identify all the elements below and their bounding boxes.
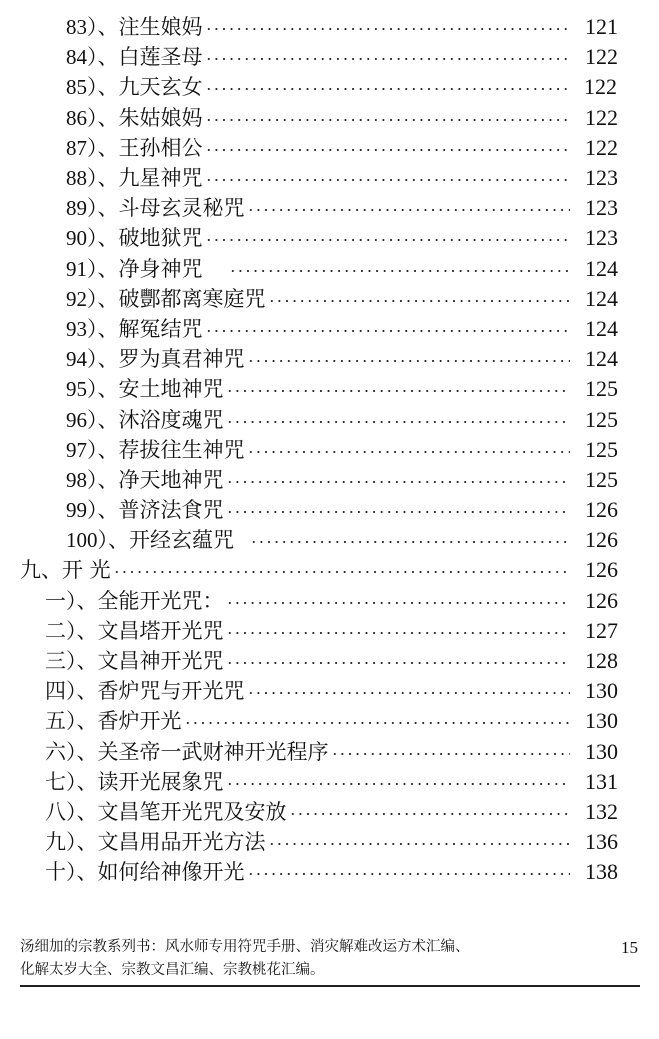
toc-entry-number: 100）、 — [66, 528, 129, 553]
toc-entry-number: 84）、 — [66, 45, 119, 70]
toc-subentry-5 — [0, 706, 659, 736]
toc-entry-page: 136 — [585, 829, 618, 855]
toc-entry-number: 97）、 — [66, 437, 119, 462]
toc-entry-89 — [0, 193, 659, 223]
toc-entry-title: 斗母玄灵秘咒 — [118, 196, 245, 221]
toc-entry-number: 90）、 — [66, 226, 119, 251]
toc-entry-page: 124 — [585, 315, 618, 341]
toc-entry-title: 净身神咒 — [118, 256, 203, 281]
footer-line-1: 汤细加的宗教系列书：风水师专用符咒手册、消灾解难改运方术汇编、 — [20, 939, 470, 955]
toc-entry-number: 二）、 — [45, 618, 98, 643]
toc-entry-page: 121 — [585, 14, 618, 40]
toc-entry-page: 124 — [585, 285, 618, 311]
toc-entry-page: 122 — [585, 134, 618, 160]
toc-entry-page: 126 — [585, 527, 618, 553]
dot-leader — [247, 692, 571, 694]
toc-entry-title: 沐浴度魂咒 — [118, 407, 224, 432]
toc-entry-title: 文昌笔开光咒及安放 — [97, 799, 287, 824]
dot-leader — [226, 421, 571, 423]
toc-entry-page: 138 — [585, 859, 618, 885]
toc-subentry-2 — [0, 616, 659, 646]
toc-entry-98 — [0, 465, 659, 495]
toc-entry-page: 126 — [585, 497, 618, 523]
toc-entry-number: 一）、 — [45, 588, 98, 613]
toc-entry-page: 123 — [585, 225, 618, 251]
toc-entry-page: 123 — [585, 195, 618, 221]
toc-entry-99 — [0, 495, 659, 525]
toc-section-page: 126 — [585, 557, 618, 583]
dot-leader — [184, 722, 571, 724]
toc-entry-title: 荐拔往生神咒 — [118, 437, 245, 462]
footer-page-number: 15 — [621, 938, 638, 957]
toc-entry-title: 香炉咒与开光咒 — [97, 679, 245, 704]
toc-entry-number: 四）、 — [45, 679, 98, 704]
toc-entry-84 — [0, 42, 659, 72]
toc-entry-page: 125 — [585, 466, 618, 492]
toc-entry-number: 七）、 — [45, 769, 98, 794]
toc-entry-title: 普济法食咒 — [118, 498, 224, 523]
toc-entry-page: 126 — [585, 587, 618, 613]
toc-entry-title: 安土地神咒 — [118, 377, 224, 402]
toc-entry-number: 三）、 — [45, 649, 98, 674]
dot-leader — [226, 511, 571, 513]
toc-subentry-3 — [0, 646, 659, 676]
toc-entry-page: 125 — [585, 406, 618, 432]
dot-leader — [205, 330, 571, 332]
toc-entry-page: 131 — [585, 768, 618, 794]
toc-entry-title: 九天玄女 — [118, 75, 203, 100]
toc-entry-title: 王孙相公 — [118, 135, 203, 160]
toc-entry-87 — [0, 133, 659, 163]
toc-entry-90 — [0, 223, 659, 253]
toc-entry-title: 香炉开光 — [97, 709, 182, 734]
toc-entry-title: 关圣帝一武财神开光程序 — [97, 739, 329, 764]
toc-subentry-7 — [0, 767, 659, 797]
toc-entry-number: 91）、 — [66, 256, 119, 281]
toc-entry-number: 六）、 — [45, 739, 98, 764]
toc-subentry-4 — [0, 676, 659, 706]
toc-entry-number: 八）、 — [45, 799, 98, 824]
toc-entry-91 — [0, 254, 659, 284]
toc-entry-title: 文昌塔开光咒 — [97, 618, 224, 643]
dot-leader — [113, 571, 570, 573]
toc-subentry-9 — [0, 827, 659, 857]
toc-entry-page: 122 — [585, 44, 618, 70]
toc-entry-page: 125 — [585, 376, 618, 402]
toc-section-9 — [0, 555, 659, 585]
toc-entry-page: 130 — [585, 678, 618, 704]
toc-entry-number: 83）、 — [66, 15, 119, 40]
table-of-contents — [0, 12, 659, 887]
toc-entry-number: 93）、 — [66, 316, 119, 341]
toc-entry-85 — [0, 72, 659, 102]
toc-entry-title: 九星神咒 — [118, 166, 203, 191]
toc-entry-page: 122 — [585, 104, 618, 130]
dot-leader — [205, 58, 571, 60]
toc-entry-page: 124 — [585, 346, 618, 372]
dot-leader — [247, 451, 571, 453]
dot-leader — [226, 783, 571, 785]
toc-section-number: 九、 — [20, 558, 62, 583]
toc-entry-title: 文昌神开光咒 — [97, 649, 224, 674]
toc-entry-number: 五）、 — [45, 709, 98, 734]
toc-entry-title: 破酆都离寒庭咒 — [118, 286, 266, 311]
dot-leader — [247, 360, 571, 362]
toc-entry-page: 125 — [585, 436, 618, 462]
dot-leader — [205, 179, 571, 181]
toc-entry-number: 87）、 — [66, 135, 119, 160]
toc-entry-page: 130 — [585, 708, 618, 734]
toc-entry-94 — [0, 344, 659, 374]
footer-note — [20, 936, 640, 982]
toc-entry-title: 罗为真君神咒 — [118, 347, 245, 372]
toc-entry-number: 92）、 — [66, 286, 119, 311]
toc-entry-title: 开经玄蕴咒 — [129, 528, 234, 553]
toc-entry-page: 122 — [584, 74, 617, 100]
dot-leader — [268, 843, 571, 845]
toc-entry-title: 如何给神像开光 — [97, 860, 245, 885]
toc-entry-title: 净天地神咒 — [118, 467, 224, 492]
dot-leader — [247, 873, 571, 875]
toc-entry-number: 85）、 — [66, 75, 119, 100]
toc-entry-number: 89）、 — [66, 196, 119, 221]
dot-leader — [268, 300, 571, 302]
toc-entry-title: 注生娘妈 — [118, 15, 203, 40]
toc-entry-97 — [0, 435, 659, 465]
toc-entry-number: 99）、 — [66, 498, 119, 523]
toc-entry-88 — [0, 163, 659, 193]
footer-line-2: 化解太岁大全、宗教文昌汇编、宗教桃花汇编。 — [20, 962, 325, 978]
toc-subentry-6 — [0, 737, 659, 767]
toc-entry-page: 132 — [585, 798, 618, 824]
toc-entry-page: 124 — [585, 255, 618, 281]
toc-entry-93 — [0, 314, 659, 344]
toc-entry-number: 96）、 — [66, 407, 119, 432]
toc-entry-100 — [0, 525, 659, 555]
dot-leader — [250, 541, 570, 543]
toc-entry-title: 文昌用品开光方法 — [97, 830, 266, 855]
dot-leader — [205, 28, 571, 30]
toc-entry-page: 130 — [585, 738, 618, 764]
toc-entry-title: 读开光展象咒 — [97, 769, 224, 794]
dot-leader — [226, 632, 571, 634]
dot-leader — [205, 119, 571, 121]
toc-entry-92 — [0, 284, 659, 314]
toc-entry-number: 88）、 — [66, 166, 119, 191]
toc-entry-page: 128 — [585, 648, 618, 674]
toc-entry-title: 解冤结咒 — [118, 316, 203, 341]
toc-entry-number: 86）、 — [66, 105, 119, 130]
dot-leader — [226, 481, 571, 483]
toc-section-title: 开 光 — [62, 558, 111, 583]
dot-leader — [205, 149, 571, 151]
dot-leader — [226, 602, 571, 604]
dot-leader — [205, 239, 571, 241]
toc-subentry-8 — [0, 797, 659, 827]
toc-subentry-1 — [0, 586, 659, 616]
toc-entry-page: 123 — [585, 165, 618, 191]
toc-entry-number: 95）、 — [66, 377, 119, 402]
dot-leader — [229, 270, 571, 272]
toc-subentry-10 — [0, 857, 659, 887]
footer-rule — [20, 985, 640, 987]
toc-entry-86 — [0, 103, 659, 133]
toc-entry-95 — [0, 374, 659, 404]
toc-entry-number: 94）、 — [66, 347, 119, 372]
dot-leader — [226, 390, 571, 392]
dot-leader — [247, 209, 571, 211]
toc-entry-page: 127 — [585, 617, 618, 643]
toc-entry-title: 破地狱咒 — [118, 226, 203, 251]
dot-leader — [289, 813, 571, 815]
toc-entry-title: 朱姑娘妈 — [118, 105, 203, 130]
toc-entry-number: 98）、 — [66, 467, 119, 492]
dot-leader — [226, 662, 571, 664]
toc-entry-number: 十）、 — [45, 860, 98, 885]
toc-entry-83 — [0, 12, 659, 42]
dot-leader — [331, 753, 571, 755]
toc-entry-number: 九）、 — [45, 830, 98, 855]
toc-entry-96 — [0, 404, 659, 434]
toc-entry-title: 白莲圣母 — [118, 45, 203, 70]
toc-entry-title: 全能开光咒： — [97, 588, 224, 613]
dot-leader — [205, 88, 571, 90]
